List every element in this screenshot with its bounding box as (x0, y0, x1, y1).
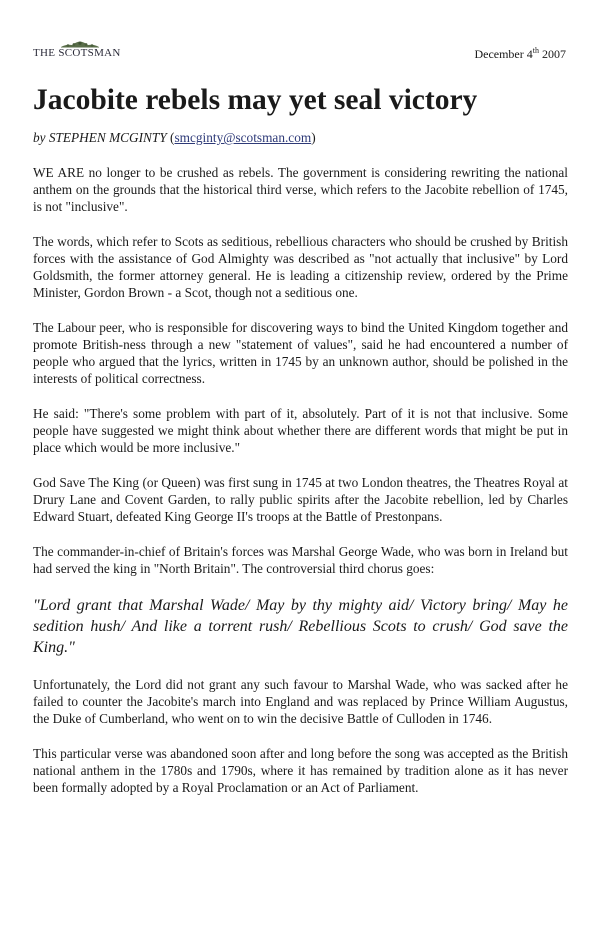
paragraph: He said: "There's some problem with part of it, absolutely. Part of it is not that inclusive. Some people have suggested we might think about whether there are different words that might be put in place which would be more inclusive." (33, 406, 568, 455)
masthead (33, 38, 568, 62)
paragraph: God Save The King (or Queen) was first sung in 1745 at two London theatres, the Theatres Royal at Drury Lane and Covent Garden, to rally public spirits after the Jacobite rebellion, led by Charles Edward Stuart, defeated King George II's troops at the Battle of Prestonpans. (33, 475, 568, 524)
byline (33, 130, 316, 146)
byline-author: by STEPHEN MCGINTY (33, 130, 167, 145)
publication-name: THE SCOTSMAN (33, 47, 121, 59)
paragraph: The Labour peer, who is responsible for discovering ways to bind the United Kingdom together and promote British-ness through a new "statement of values", said he had encountered a number of people who argued that the lyrics, written in 1745 by an unknown author, should be polished in the interests of political correctness. (33, 320, 568, 386)
paragraph: WE ARE no longer to be crushed as rebels. The government is considering rewriting the national anthem on the grounds that the historical third verse, which refers to the Jacobite rebellion of 1745, is not "inclusive". (33, 165, 568, 214)
paragraph: The commander-in-chief of Britain's forces was Marshal George Wade, who was born in Ireland but had served the king in "North Britain". The controversial third chorus goes: (33, 544, 568, 576)
scotsman-logo (33, 38, 128, 62)
date-year: 2007 (539, 47, 566, 61)
headline: Jacobite rebels may yet seal victory (33, 84, 478, 116)
paragraph: This particular verse was abandoned soon after and long before the song was accepted as the British national anthem in the 1780s and 1790s, where it has remained by tradition alone as it has never been formally adopted by a Royal Proclamation or an Act of Parliament. (33, 746, 568, 795)
publication-date (474, 47, 566, 62)
byline-paren-open: ( (166, 130, 175, 145)
author-email-link[interactable]: smcginty@scotsman.com (174, 130, 312, 145)
date-month-day: December 4 (474, 47, 533, 61)
paragraph: The words, which refer to Scots as seditious, rebellious characters who should be crushed by British forces with the assistance of God Almighty was described as "not actually that inclusive" by Lord Goldsmith, the former attorney general. He is leading a citizenship review, ordered by the Prime Minister, Gordon Brown - a Scot, though not a seditious one. (33, 234, 568, 300)
byline-paren-close: ) (311, 130, 316, 145)
anthem-verse-quote: "Lord grant that Marshal Wade/ May by thy mighty aid/ Victory bring/ May he sedition hush/ And like a torrent rush/ Rebellious Scots to crush/ God save the King." (33, 597, 568, 656)
article-body (33, 164, 568, 814)
paragraph: Unfortunately, the Lord did not grant any such favour to Marshal Wade, who was sacked after he failed to counter the Jacobite's march into England and was replaced by Prince William Augustus, the Duke of Cumberland, who went on to win the decisive Battle of Culloden in 1746. (33, 677, 568, 726)
date-ordinal-suffix: th (532, 46, 539, 55)
